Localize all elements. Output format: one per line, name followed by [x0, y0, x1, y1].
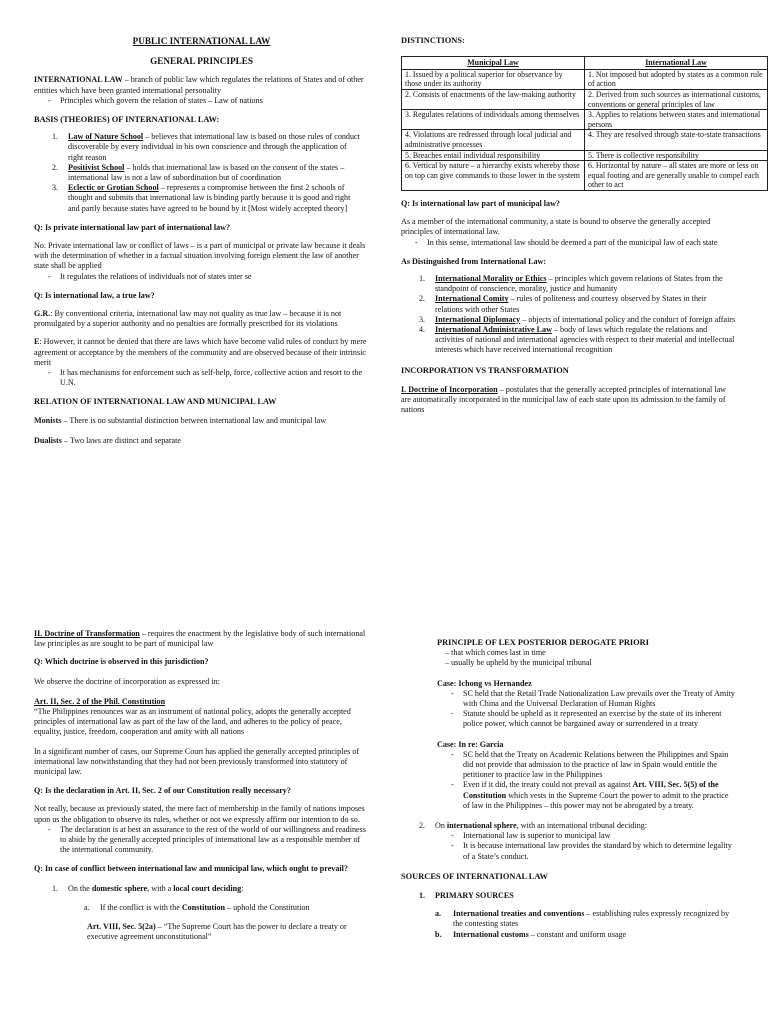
sphere-point: - International law is superior to municipal law — [437, 831, 736, 841]
table-header-row — [402, 57, 768, 70]
case-point: - SC held that the Treaty on Academic Relations between the Philippines and Spain did not provide that admission to the practice of law in Spain would entitle the petitioner to practice law in the Philippines — [437, 750, 736, 781]
top-left-column — [34, 36, 369, 446]
primary-sources-heading: 1. PRIMARY SOURCES — [419, 891, 514, 901]
municipal-cell: 2. Consists of enactments of the law-making authority — [402, 89, 585, 109]
answer-declaration-subpoint: - The declaration is at best an assurance to the rest of the world of our willingness and readiness to abide by the generally accepted principles of international law as a responsible member of the international community. — [34, 825, 369, 856]
basis-item: 2. Positivist School – holds that international law is based on the consent of the states – international law is not a law of subordination but of coordination — [52, 162, 345, 183]
art-viii-quote: Art. VIII, Sec. 5(2a) – “The Supreme Court has the power to declare a treaty or executive agreement unconstitutional” — [87, 922, 347, 942]
monists-definition: Monists – There is no substantial distinction between international law and municipal law — [34, 415, 327, 425]
distinguished-item: 1. International Morality or Ethics – principles which govern relations of States from the standpoint of conscience, morality, justice and humanity — [419, 273, 723, 294]
basis-list — [34, 132, 369, 214]
general-rule: G.R.: By conventional criteria, international law may not quality as true law – because it is not promulgated by a superior authority and no penalties are formally prescribed for its violations — [34, 309, 342, 329]
case-point: - SC held that the Retail Trade Nationalization Law prevails over the Treaty of Amity with China and the Universal Declaration of Human Rights — [437, 689, 736, 709]
constitution-conflict-item: a. If the conflict is with the Constitution – uphold the Constitution — [84, 902, 310, 912]
exception: E: However, it cannot be denied that there are laws which have become valid rules of conduct by mere agreement or acceptance by the members of the community and are observed because of their intrinsic merit — [34, 337, 367, 367]
sphere-point: - It is because international law provides the standard by which to determine legality of a State’s conduct. — [437, 841, 736, 861]
distinctions-table — [401, 56, 768, 191]
page-subtitle: GENERAL PRINCIPLES — [150, 56, 253, 67]
municipal-cell: 5. Breaches entail individual responsibility — [402, 150, 585, 161]
answer-part-of-municipal: As a member of the international community, a state is bound to observe the generally accepted principles of international law. — [401, 217, 711, 237]
table-row — [402, 150, 768, 161]
international-sphere-points — [401, 831, 736, 862]
municipal-law-header: Municipal Law — [402, 57, 585, 70]
supreme-court-note: In a significant number of cases, our Supreme Court has applied the generally accepted principles of international law notwithstanding that they had not been previously transformed into statutory of municipal law. — [34, 746, 359, 777]
distinguished-item: 3. International Diplomacy – objects of international policy and the conduct of foreign affairs — [419, 314, 736, 324]
lex-posterior-heading: PRINCIPLE OF LEX POSTERIOR DEROGATE PRIORI — [437, 638, 649, 647]
bottom-left-column — [34, 629, 369, 942]
municipal-cell: 3. Regulates relations of individuals among themselves — [402, 110, 585, 130]
primary-source-item: a. International treaties and conventions – establishing rules expressly recognized by the contesting states — [435, 909, 730, 929]
incorporation-heading: INCORPORATION VS TRANSFORMATION — [401, 365, 569, 375]
top-right-column — [401, 36, 763, 415]
municipal-cell: 6. Vertical by nature – a hierarchy exists whereby those on top can give commands to those lower in the system — [402, 161, 585, 191]
exception-subpoint: - It has mechanisms for enforcement such as self-help, force, collective action and resort to the U.N. — [34, 368, 369, 388]
lex-posterior-line: – usually be upheld by the municipal tribunal — [445, 658, 592, 668]
domestic-sphere-item: 1. On the domestic sphere, with a local court deciding: — [52, 883, 244, 893]
answer-private-law-subpoint: - It regulates the relations of individuals not of states inter se — [34, 272, 369, 282]
case-ichong-points — [401, 689, 736, 730]
intl-law-definition: INTERNATIONAL LAW – branch of public law which regulates the relations of States and of other entities which have been granted international personality — [34, 75, 364, 95]
municipal-cell: 4. Violations are redressed through local judicial and administrative processes — [402, 130, 585, 150]
table-row — [402, 130, 768, 150]
basis-item: 1. Law of Nature School – believes that international law is based on those rules of conduct discoverable by every individual in his own conscience and through the application of right reason — [52, 132, 360, 162]
basis-item: 3. Eclectic or Grotian School – represents a compromise between the first 2 schools of thought and submits that international law is binding partly because it is good and right and partly because states have agreed to be bound by it [Most widely accepted theory] — [52, 183, 351, 213]
international-cell: 6. Horizontal by nature – all states are more or less on equal footing and are generally unable to compel each other to act — [585, 161, 768, 191]
basis-heading: BASIS (THEORIES) OF INTERNATIONAL LAW: — [34, 115, 220, 125]
case-garcia-points — [401, 750, 736, 811]
bottom-right-column — [401, 638, 736, 940]
answer-private-law: No. Private international law or conflict of laws – is a part of municipal or private law because it deals with the determination of whether in a factual situation involving foreign element the law of another state shall be applied — [34, 241, 366, 271]
question-private-law: Q: Is private international law part of international law? — [34, 222, 231, 232]
dualists-definition: Dualists – Two laws are distinct and separate — [34, 435, 181, 445]
international-cell: 4. They are resolved through state-to-state transactions — [585, 130, 768, 150]
doctrine-of-transformation: II. Doctrine of Transformation – requires the enactment by the legislative body of such international law principles as are sought to be part of municipal law — [34, 629, 366, 649]
constitution-article-label: Art. II, Sec. 2 of the Phil. Constitution — [34, 696, 166, 706]
lex-posterior-line: – that which comes last in time — [445, 648, 546, 658]
distinguished-item: 2. International Comity – rules of politeness and courtesy observed by States in their relations with other States — [419, 294, 707, 314]
question-which-doctrine: Q: Which doctrine is observed in this jurisdiction? — [34, 657, 209, 667]
relation-heading: RELATION OF INTERNATIONAL LAW AND MUNICIPAL LAW — [34, 397, 277, 407]
international-cell: 1. Not imposed but adopted by states as a common rule of action — [585, 69, 768, 89]
distinctions-heading: DISTINCTIONS: — [401, 36, 465, 45]
question-declaration-necessary: Q: Is the declaration in Art. II, Sec. 2 of our Constitution really necessary? — [34, 786, 291, 796]
case-ichong-heading: Case: Ichong vs Hernandez — [437, 678, 532, 688]
table-row — [402, 161, 768, 191]
table-row — [402, 69, 768, 89]
page-title: PUBLIC INTERNATIONAL LAW — [132, 36, 271, 46]
municipal-cell: 1. Issued by a political superior for observance by those under its authority — [402, 69, 585, 89]
doctrine-of-incorporation: I. Doctrine of Incorporation – postulates that the generally accepted principles of international law are automatically incorporated in the municipal law of each state upon its admission to the family of nations — [401, 384, 727, 415]
answer-part-of-municipal-subpoint: - In this sense, international law should be deemed a part of the municipal law of each state — [401, 238, 736, 248]
international-cell: 5. There is collective responsibility — [585, 150, 768, 161]
constitution-quote: “The Philippines renounces war as an instrument of national policy, adopts the generally accepted principles of international law as part of the law of the land, and adheres to the policy of peace, equality, justice, freedom, cooperation and amity with all nations — [34, 707, 351, 737]
primary-source-item: b. International customs – constant and uniform usage — [435, 929, 627, 939]
international-law-header: International Law — [585, 57, 768, 70]
international-cell: 3. Applies to relations between states and international persons — [585, 110, 768, 130]
sources-heading: SOURCES OF INTERNATIONAL LAW — [401, 871, 548, 881]
question-part-of-municipal: Q: Is international law part of municipal law? — [401, 198, 560, 208]
intl-law-subpoint: - Principles which govern the relation of states – Law of nations — [34, 96, 369, 106]
case-point: - Statute should be upheld as it represented an exercise by the state of its inherent police power, which cannot be bargained away or surrendered in a treaty — [437, 709, 736, 729]
answer-which-doctrine: We observe the doctrine of incorporation as expressed in: — [34, 676, 220, 686]
distinguished-item: 4. International Administrative Law – body of laws which regulate the relations and activities of national and international agencies with respect to their material and intellectual interests which have received international recognition — [419, 324, 735, 355]
question-conflict: Q: In case of conflict between international law and municipal law, which ought to prevail? — [34, 864, 348, 874]
international-cell: 2. Derived from such sources as international customs, conventions or general principles of law — [585, 89, 768, 109]
case-garcia-heading: Case: In re: Garcia — [437, 739, 504, 749]
distinguished-list — [401, 274, 736, 356]
distinguished-heading: As Distinguished from International Law: — [401, 256, 547, 266]
table-row — [402, 89, 768, 109]
international-sphere-item: 2. On international sphere, with an international tribunal deciding: — [419, 821, 648, 831]
table-row — [402, 110, 768, 130]
question-true-law: Q: Is international law, a true law? — [34, 290, 155, 300]
answer-declaration-necessary: Not really, because as previously stated, the mere fact of membership in the family of nations imposes upon us the obligation to observe its rules, whether or not we expressly affirm our intention to do so. — [34, 804, 365, 824]
case-point: - Even if it did, the treaty could not prevail as against Art. VIII, Sec. 5(5) of the Constitution which vests in the Supreme Court the power to admit to the practice of law in the Philippines – this power may not be abrogated by a treaty. — [437, 780, 736, 811]
